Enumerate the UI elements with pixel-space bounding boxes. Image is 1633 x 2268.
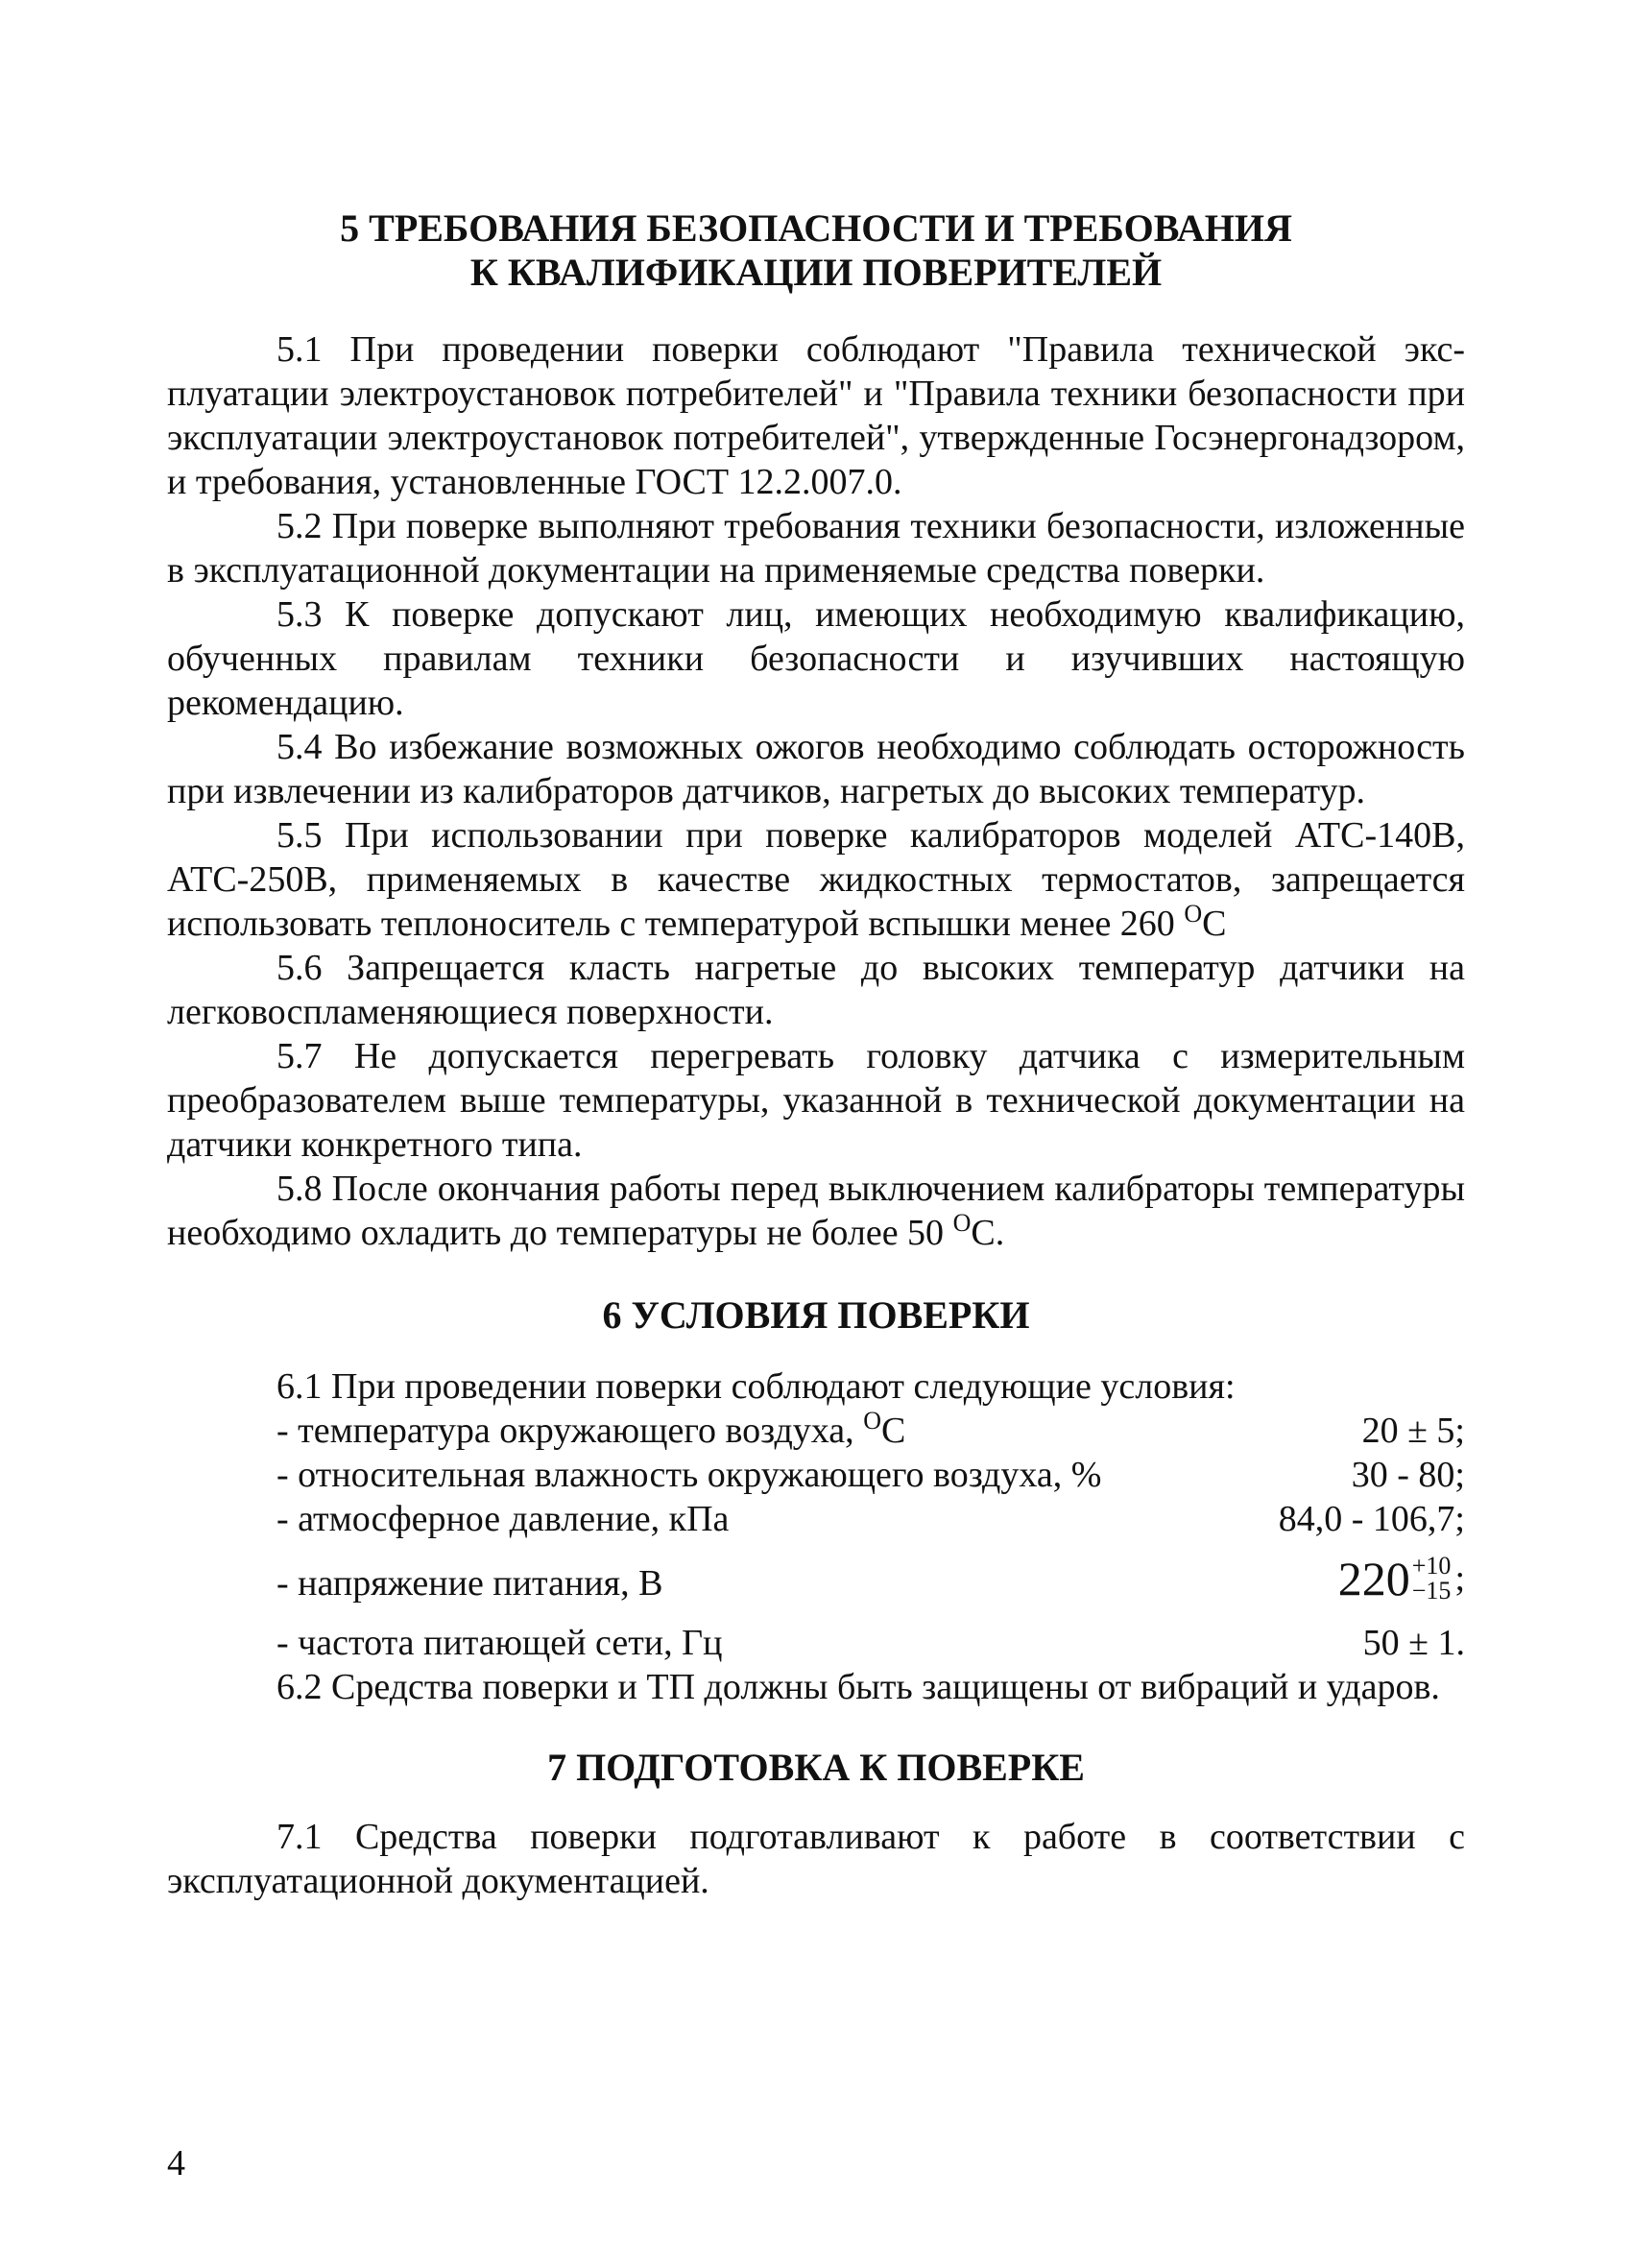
condition-label-text: - температура окружающего воздуха,: [276, 1411, 864, 1451]
condition-pressure: [276, 1497, 1465, 1541]
condition-voltage: [276, 1541, 1465, 1621]
condition-label: - частота питающей сети, Гц: [276, 1623, 723, 1663]
temperature-unit: С: [880, 1411, 906, 1451]
paragraph-7-1: 7.1 Средства поверки подготавливают к работе в соответствии с эксплуатационной документацией.: [167, 1817, 1465, 1901]
condition-value: 50 ± 1.: [1362, 1623, 1465, 1663]
paragraph-5-3: 5.3 К поверке допускают лиц, имеющих необходимую квалификацию, обученных правилам техники безопасности и изучивших настоящую рекомендацию.: [167, 594, 1465, 723]
page-number: 4: [167, 2143, 185, 2184]
section-6-heading: 6 УСЛОВИЯ ПОВЕРКИ: [602, 1293, 1030, 1337]
condition-label: - напряжение питания, В: [276, 1563, 663, 1604]
temperature-unit: С: [1202, 904, 1227, 944]
condition-label: - атмосферное давление, кПа: [276, 1499, 730, 1539]
condition-value: 30 - 80;: [1351, 1455, 1465, 1495]
tolerance-minus: −15: [1411, 1577, 1452, 1604]
document-page: [167, 206, 1465, 1903]
voltage-terminator: ;: [1454, 1558, 1465, 1599]
condition-label: [276, 1409, 905, 1453]
degree-symbol: О: [952, 1209, 972, 1237]
section-5-heading: [167, 206, 1465, 295]
paragraph-6-2: 6.2 Средства поверки и ТП должны быть защищены от вибраций и ударов.: [276, 1667, 1440, 1707]
condition-value: [1338, 1541, 1465, 1616]
condition-value: 84,0 - 106,7;: [1278, 1499, 1465, 1539]
condition-value: 20 ± 5;: [1361, 1411, 1465, 1451]
degree-symbol: О: [1184, 900, 1203, 928]
tolerance-plus: +10: [1411, 1552, 1452, 1580]
section-7-heading: 7 ПОДГОТОВКА К ПОВЕРКЕ: [547, 1746, 1085, 1789]
section-5-heading-line1: 5 ТРЕБОВАНИЯ БЕЗОПАСНОСТИ И ТРЕБОВАНИЯ: [340, 206, 1292, 250]
paragraph-5-2: 5.2 При поверке выполняют требования техники безопасности, изложенные в эксплуатационной документации на применяемые средства поверки.: [167, 506, 1465, 591]
temperature-unit: С.: [971, 1213, 1005, 1253]
condition-temperature: [276, 1409, 1465, 1453]
condition-frequency: [276, 1621, 1465, 1665]
paragraph-5-6: 5.6 Запрещается класть нагретые до высоких температур датчики на легковоспламеняющиеся поверхности.: [167, 948, 1465, 1032]
paragraph-5-4: 5.4 Во избежание возможных ожогов необходимо соблюдать осторожность при извлечении из калибраторов датчиков, нагретых до высоких температур.: [167, 727, 1465, 811]
paragraph-5-1: 5.1 При проведении поверки соблюдают "Правила технической эксплуатации электроустановок потребителей" и "Правила техники безопасности при эксплуатации электроустановок потребителей", утвержденные Госэнергонадзором, и требования, установленные ГОСТ 12.2.007.0.: [167, 329, 1465, 502]
section-5-heading-line2: К КВАЛИФИКАЦИИ ПОВЕРИТЕЛЕЙ: [469, 251, 1163, 294]
condition-label: - относительная влажность окружающего воздуха, %: [276, 1455, 1102, 1495]
paragraph-5-8: [167, 1167, 1465, 1255]
paragraph-5-8-text: 5.8 После окончания работы перед выключением калибраторы температуры необходимо охладить до температуры не более 50: [167, 1169, 1465, 1253]
voltage-nominal: 220: [1337, 1552, 1410, 1605]
paragraph-5-5-text: 5.5 При использовании при поверке калибраторов моделей АТС-140В, АТС-250В, применяемых в качестве жидкостных термостатов, запрещается использовать теплоноситель с температурой вспышки менее 260: [167, 815, 1465, 944]
voltage-tolerance: [1412, 1554, 1452, 1604]
paragraph-5-7: 5.7 Не допускается перегревать головку датчика с измерительным преобразователем выше температуры, указанной в технической документации на датчики конкретного типа.: [167, 1036, 1465, 1165]
paragraph-6-1: 6.1 При проведении поверки соблюдают следующие условия:: [276, 1366, 1236, 1407]
condition-humidity: [276, 1453, 1465, 1497]
paragraph-5-5: [167, 813, 1465, 946]
degree-symbol: О: [863, 1407, 881, 1435]
